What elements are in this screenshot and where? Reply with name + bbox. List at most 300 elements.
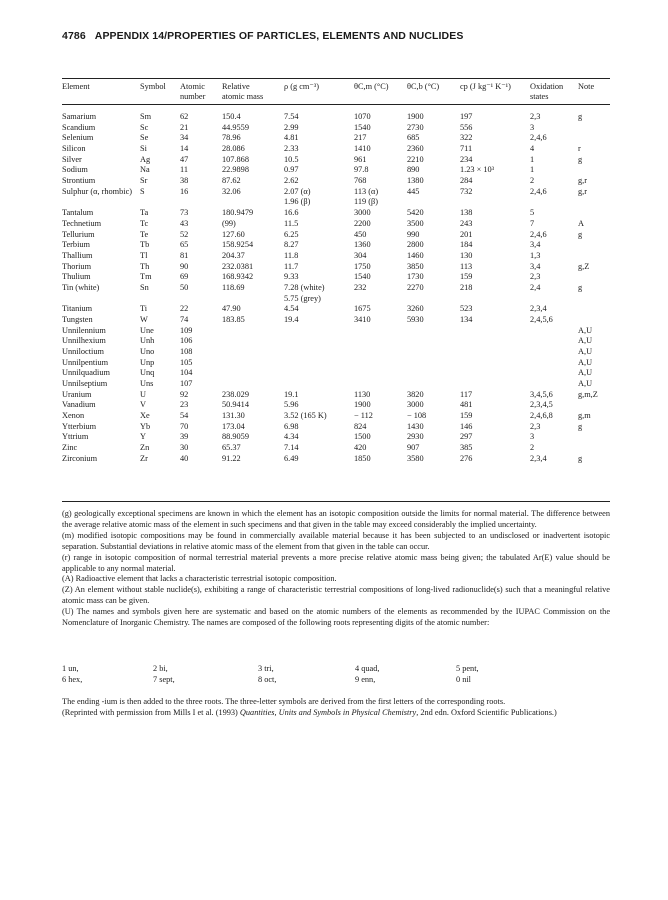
cell-density: 4.54: [284, 304, 299, 314]
col-boiling-header: θC,b (°C): [407, 82, 440, 91]
cell-density: 6.25: [284, 229, 299, 239]
cell-oxidation-states: 4: [530, 144, 535, 153]
cell-atomic-mass: 150.4: [222, 112, 241, 121]
cell-atomic-mass: 204.37: [222, 250, 245, 260]
cell-heat-capacity: 117: [460, 389, 473, 399]
running-head: [62, 30, 463, 42]
cell-oxidation-states: 5: [530, 208, 535, 218]
cell-oxidation-states: 2,4: [530, 282, 541, 292]
cell-density: 7.54: [284, 112, 299, 121]
cell-density: 9.33: [284, 272, 299, 282]
cell-heat-capacity: 276: [460, 453, 473, 463]
cell-element: Titanium: [62, 304, 93, 314]
cell-element: Thorium: [62, 261, 92, 271]
cell-atomic-mass: 127.60: [222, 229, 245, 239]
cell-element: Ytterbium: [62, 421, 97, 431]
cell-atomic-mass: 158.9254: [222, 240, 254, 250]
cell-symbol: Ti: [140, 304, 148, 314]
cell-atomic-mass: 168.9342: [222, 272, 254, 282]
cell-symbol: Tl: [140, 250, 148, 260]
footnote-u: (U) The names and symbols given here are systematic and based on the atomic numbers of the elements as recommended by the IUPAC Commission on the Nomenclature of Inorganic Chemistry. The names are composed of the following roots representing digits of the atomic number:: [62, 607, 610, 628]
cell-atomic-mass: 107.868: [222, 154, 249, 164]
cell-density: 2.99: [284, 122, 299, 132]
cell-symbol: Sn: [140, 282, 149, 292]
cell-oxidation-states: 3,4: [530, 261, 541, 271]
table-top-rule: [62, 78, 610, 79]
cell-melting-point: 1850: [354, 453, 371, 463]
cell-boiling-point: 5420: [407, 208, 424, 218]
cell-boiling-point: 2270: [407, 282, 424, 292]
cell-oxidation-states: 2,3: [530, 112, 541, 121]
cell-element: Sulphur (α, rhombic): [62, 186, 133, 196]
cell-note: A,U: [578, 347, 593, 356]
cell-melting-point: 450: [354, 229, 367, 239]
cell-melting-point: 217: [354, 133, 367, 143]
cell-note: g: [578, 282, 583, 292]
cell-oxidation-states: 2,3,4: [530, 304, 547, 314]
cell-element: Strontium: [62, 176, 96, 186]
cell-melting-point: 1900: [354, 400, 371, 410]
cell-boiling-point: 907: [407, 443, 420, 453]
cell-atomic-number: 81: [180, 250, 189, 260]
cell-heat-capacity: 556: [460, 122, 473, 132]
cell-element: Unnilhexium: [62, 336, 106, 346]
cell-symbol: Si: [140, 144, 147, 153]
col-mass-header: Relative: [222, 82, 250, 91]
cell-element: Yttrium: [62, 432, 89, 442]
cell-element: Zirconium: [62, 453, 98, 463]
cell-density: 7.28 (white): [284, 282, 325, 292]
cell-note: g,m,Z: [578, 389, 598, 399]
col-heat-capacity-header: cp (J kg⁻¹ K⁻¹): [460, 82, 511, 91]
cell-symbol: Uns: [140, 379, 154, 388]
cell-density: 2.07 (α): [284, 186, 311, 196]
cell-element: Xenon: [62, 411, 85, 420]
cell-atomic-mass: (99): [222, 218, 236, 228]
cell-note: g: [578, 112, 583, 121]
cell-atomic-mass: 238.029: [222, 389, 249, 399]
cell-density: 19.1: [284, 389, 299, 399]
root-item: 0 nil: [456, 675, 471, 684]
cell-note: g: [578, 421, 583, 431]
cell-oxidation-states: 2,3: [530, 272, 541, 282]
cell-heat-capacity: 297: [460, 432, 473, 442]
cell-melting-point: 1675: [354, 304, 371, 314]
cell-atomic-mass: 88.9059: [222, 432, 249, 442]
cell-note: g,r: [578, 176, 587, 186]
cell-note: r: [578, 144, 581, 153]
cell-heat-capacity: 159: [460, 272, 473, 282]
cell-melting-point: 1130: [354, 389, 371, 399]
cell-element: Silicon: [62, 144, 86, 153]
cell-symbol: Tm: [140, 272, 152, 282]
col-density-header: ρ (g cm⁻³): [284, 82, 319, 91]
cell-density: 2.33: [284, 144, 299, 153]
cell-oxidation-states: 3,4: [530, 240, 541, 250]
cell-atomic-number: 106: [180, 336, 193, 346]
cell-melting-point: − 112: [354, 411, 373, 420]
root-item: 5 pent,: [456, 664, 479, 673]
cell-oxidation-states: 3: [530, 122, 535, 132]
cell-element: Sodium: [62, 165, 88, 175]
cell-heat-capacity: 284: [460, 176, 473, 186]
cell-oxidation-states: 2,4,5,6: [530, 314, 553, 324]
cell-melting-point: 113 (α): [354, 186, 379, 196]
cell-atomic-mass: 65.37: [222, 443, 241, 453]
cell-density: 4.34: [284, 432, 299, 442]
cell-boiling-point: 3820: [407, 389, 424, 399]
cell-note: A: [578, 218, 584, 228]
cell-heat-capacity: 243: [460, 218, 473, 228]
footnote-r: (r) range in isotopic composition of normal terrestrial material prevents a more precise relative atomic mass being given; the tabulated Ar(E) value should be applicable to any normal material.: [62, 552, 610, 573]
cell-atomic-number: 47: [180, 154, 189, 164]
cell-element: Tellurium: [62, 229, 95, 239]
cell-symbol: Se: [140, 133, 149, 143]
cell-element: Thallium: [62, 250, 93, 260]
cell-oxidation-states: 1: [530, 154, 535, 164]
cell-element: Vanadium: [62, 400, 96, 410]
running-title: APPENDIX 14/PROPERTIES OF PARTICLES, ELEMENTS AND NUCLIDES: [94, 30, 464, 42]
col-atomic-number-header: Atomic: [180, 82, 205, 91]
cell-note: g,r: [578, 186, 587, 196]
cell-symbol: Une: [140, 325, 154, 335]
cell-atomic-mass: 91.22: [222, 453, 241, 463]
cell-element: Zinc: [62, 443, 78, 453]
cell-atomic-number: 23: [180, 400, 189, 410]
cell-atomic-mass: 28.086: [222, 144, 245, 153]
root-item: 1 un,: [62, 664, 79, 673]
cell-melting-point: 768: [354, 176, 367, 186]
cell-density: 4.81: [284, 133, 299, 143]
cell-oxidation-states: 3,4,5,6: [530, 389, 553, 399]
cell-density: 10.5: [284, 154, 299, 164]
cell-boiling-point: 1730: [407, 272, 424, 282]
cell-atomic-number: 62: [180, 112, 189, 121]
root-item: 7 sept,: [153, 675, 175, 684]
cell-symbol: Ag: [140, 154, 151, 164]
root-item: 4 quad,: [355, 664, 380, 673]
cell-density: 11.7: [284, 261, 299, 271]
cell-atomic-number: 74: [180, 314, 189, 324]
cell-melting-point: 1500: [354, 432, 371, 442]
root-item: 6 hex,: [62, 675, 83, 684]
cell-boiling-point: 1460: [407, 250, 424, 260]
cell-symbol: Zn: [140, 443, 150, 453]
cell-boiling-point: 5930: [407, 314, 424, 324]
cell-heat-capacity: 711: [460, 144, 473, 153]
cell-symbol: Unp: [140, 357, 155, 367]
cell-oxidation-states: 1: [530, 165, 535, 175]
cell-melting-point: 97.8: [354, 165, 369, 175]
cell-melting-point: 3410: [354, 314, 371, 324]
cell-heat-capacity: 146: [460, 421, 473, 431]
reprint-suffix: , 2nd edn. Oxford Scientific Publications.): [416, 707, 557, 717]
reprint-title: Quantities, Units and Symbols in Physical Chemistry: [239, 707, 417, 717]
cell-melting-point: 1540: [354, 272, 371, 282]
col-atomic-number-header-2: number: [180, 92, 206, 101]
cell-boiling-point: 685: [407, 133, 420, 143]
cell-atomic-number: 50: [180, 282, 189, 292]
cell-boiling-point: 3850: [407, 261, 424, 271]
cell-symbol: V: [140, 400, 146, 410]
cell-density: 6.98: [284, 421, 299, 431]
cell-boiling-point: 2210: [407, 154, 424, 164]
cell-heat-capacity: 134: [460, 314, 473, 324]
cell-boiling-point: − 108: [407, 411, 427, 420]
cell-element: Selenium: [62, 133, 94, 143]
cell-element: Silver: [62, 154, 82, 164]
cell-element: Terbium: [62, 240, 90, 250]
cell-heat-capacity: 234: [460, 154, 473, 164]
cell-heat-capacity: 523: [460, 304, 473, 314]
cell-element: Tantalum: [62, 208, 94, 218]
cell-boiling-point: 3260: [407, 304, 424, 314]
cell-heat-capacity: 201: [460, 229, 473, 239]
cell-note: g,Z: [578, 261, 590, 271]
col-element-header: Element: [62, 82, 90, 91]
cell-atomic-mass: 232.0381: [222, 261, 254, 271]
cell-atomic-number: 69: [180, 272, 189, 282]
cell-boiling-point: 890: [407, 165, 420, 175]
cell-atomic-mass: 173.04: [222, 421, 245, 431]
reprint-prefix: (Reprinted with permission from Mills I et al. (1993): [62, 707, 240, 717]
cell-heat-capacity: 322: [460, 133, 473, 143]
cell-atomic-number: 104: [180, 368, 193, 378]
cell-boiling-point: 2730: [407, 122, 424, 132]
cell-note: A,U: [578, 325, 593, 335]
table-bottom-rule: [62, 501, 610, 502]
cell-melting-point: 119 (β): [354, 197, 378, 207]
cell-oxidation-states: 7: [530, 218, 535, 228]
table-header-rule: [62, 104, 610, 105]
cell-heat-capacity: 184: [460, 240, 473, 250]
cell-note: A,U: [578, 368, 593, 378]
cell-atomic-number: 107: [180, 379, 193, 388]
cell-boiling-point: 3000: [407, 400, 424, 410]
cell-symbol: Xe: [140, 411, 150, 420]
cell-melting-point: 3000: [354, 208, 371, 218]
cell-atomic-mass: 131.30: [222, 411, 245, 420]
cell-atomic-number: 92: [180, 389, 189, 399]
cell-atomic-number: 39: [180, 432, 189, 442]
cell-density: 5.96: [284, 400, 299, 410]
cell-element: Thulium: [62, 272, 91, 282]
cell-symbol: Ta: [140, 208, 149, 218]
cell-density: 8.27: [284, 240, 299, 250]
cell-boiling-point: 1380: [407, 176, 424, 186]
cell-oxidation-states: 2,4,6: [530, 186, 547, 196]
cell-heat-capacity: 159: [460, 411, 473, 420]
cell-melting-point: 1070: [354, 112, 371, 121]
cell-heat-capacity: 385: [460, 443, 473, 453]
cell-oxidation-states: 2,4,6,8: [530, 411, 553, 420]
cell-atomic-mass: 180.9479: [222, 208, 254, 218]
cell-symbol: Tc: [140, 218, 149, 228]
cell-element: Unnilpentium: [62, 357, 109, 367]
closing-text: [62, 697, 610, 719]
cell-boiling-point: 2930: [407, 432, 424, 442]
cell-heat-capacity: 138: [460, 208, 473, 218]
cell-atomic-number: 70: [180, 421, 189, 431]
cell-atomic-mass: 118.69: [222, 282, 245, 292]
cell-oxidation-states: 2: [530, 176, 535, 186]
col-symbol-header: Symbol: [140, 82, 166, 91]
root-item: 9 enn,: [355, 675, 376, 684]
cell-atomic-number: 11: [180, 165, 188, 175]
cell-atomic-number: 40: [180, 453, 189, 463]
cell-symbol: S: [140, 186, 145, 196]
cell-heat-capacity: 1.23 × 10³: [460, 165, 495, 175]
cell-element: Scandium: [62, 122, 96, 132]
cell-atomic-mass: 183.85: [222, 314, 245, 324]
cell-atomic-number: 108: [180, 347, 193, 356]
cell-symbol: Sm: [140, 112, 152, 121]
cell-note: A,U: [578, 357, 593, 367]
cell-atomic-number: 105: [180, 357, 193, 367]
cell-heat-capacity: 218: [460, 282, 473, 292]
cell-boiling-point: 1430: [407, 421, 424, 431]
cell-element: Tungsten: [62, 314, 93, 324]
cell-heat-capacity: 197: [460, 112, 473, 121]
col-melting-header: θC,m (°C): [354, 82, 389, 91]
cell-density: 2.62: [284, 176, 299, 186]
cell-melting-point: 232: [354, 282, 367, 292]
cell-oxidation-states: 2,4,6: [530, 229, 547, 239]
cell-melting-point: 1750: [354, 261, 371, 271]
cell-note: g: [578, 453, 583, 463]
cell-symbol: Sr: [140, 176, 148, 186]
cell-melting-point: 1360: [354, 240, 371, 250]
cell-note: g: [578, 229, 583, 239]
cell-boiling-point: 2360: [407, 144, 424, 153]
cell-boiling-point: 990: [407, 229, 420, 239]
cell-symbol: Yb: [140, 421, 151, 431]
cell-atomic-mass: 32.06: [222, 186, 241, 196]
cell-symbol: Uno: [140, 347, 155, 356]
root-item: 2 bi,: [153, 664, 168, 673]
cell-heat-capacity: 481: [460, 400, 473, 410]
cell-heat-capacity: 130: [460, 250, 473, 260]
cell-symbol: Na: [140, 165, 150, 175]
cell-symbol: Zr: [140, 453, 148, 463]
cell-note: g,m: [578, 411, 591, 420]
footnote-g: (g) geologically exceptional specimens are known in which the element has an isotopic composition outside the limits for normal material. The difference between the average relative atomic mass of the element in such specimens and that given in the table may exceed considerably the implied uncertainty.: [62, 509, 610, 529]
cell-symbol: U: [140, 389, 146, 399]
ending-explanation: The ending -ium is then added to the three roots. The three-letter symbols are derived from the first letters of the corresponding roots.: [62, 697, 506, 706]
cell-symbol: Th: [140, 261, 150, 271]
cell-melting-point: 1540: [354, 122, 371, 132]
cell-density: 6.49: [284, 453, 299, 463]
cell-oxidation-states: 2: [530, 443, 535, 453]
cell-boiling-point: 445: [407, 186, 420, 196]
cell-element: Unnilquadium: [62, 368, 110, 378]
cell-density: 16.6: [284, 208, 299, 218]
footnote-m: (m) modified isotopic compositions may be found in commercially available material because it has been subjected to an undisclosed or inadvertent isotopic separation. Substantial deviations in relative atomic mass of the element from that given in the table can occur.: [62, 530, 610, 551]
cell-symbol: Unh: [140, 336, 155, 346]
col-note-header: Note: [578, 82, 595, 91]
cell-density: 1.96 (β): [284, 197, 311, 207]
footnotes: [62, 509, 610, 629]
cell-heat-capacity: 732: [460, 186, 473, 196]
cell-element: Uranium: [62, 389, 92, 399]
cell-atomic-number: 54: [180, 411, 189, 420]
cell-melting-point: 2200: [354, 218, 371, 228]
cell-atomic-number: 73: [180, 208, 189, 218]
cell-oxidation-states: 2,3,4: [530, 453, 547, 463]
cell-element: Technetium: [62, 218, 102, 228]
cell-density: 7.14: [284, 443, 299, 453]
cell-element: Unnilseptium: [62, 379, 108, 388]
cell-atomic-mass: 87.62: [222, 176, 241, 186]
cell-melting-point: 1410: [354, 144, 371, 153]
cell-oxidation-states: 1,3: [530, 250, 541, 260]
cell-symbol: Unq: [140, 368, 155, 378]
cell-atomic-number: 34: [180, 133, 189, 143]
cell-atomic-number: 30: [180, 443, 189, 453]
cell-melting-point: 961: [354, 154, 367, 164]
cell-melting-point: 304: [354, 250, 367, 260]
root-item: 3 tri,: [258, 664, 274, 673]
cell-atomic-number: 109: [180, 325, 193, 335]
cell-density: 19.4: [284, 314, 299, 324]
footnote-a: (A) Radioactive element that lacks a characteristic terrestrial isotopic composition.: [62, 574, 337, 584]
cell-note: g: [578, 154, 583, 164]
cell-oxidation-states: 2,3: [530, 421, 541, 431]
cell-melting-point: 420: [354, 443, 367, 453]
footnote-z: (Z) An element without stable nuclide(s), exhibiting a range of characteristic terrestrial compositions of long-lived radionuclide(s) such that a meaningful relative atomic mass can be given.: [62, 585, 610, 606]
cell-atomic-number: 52: [180, 229, 189, 239]
cell-heat-capacity: 113: [460, 261, 473, 271]
cell-symbol: Te: [140, 229, 149, 239]
cell-boiling-point: 3580: [407, 453, 424, 463]
cell-atomic-number: 43: [180, 218, 189, 228]
cell-atomic-mass: 47.90: [222, 304, 241, 314]
cell-note: A,U: [578, 379, 593, 388]
cell-element: Tin (white): [62, 282, 100, 292]
cell-symbol: Tb: [140, 240, 150, 250]
cell-melting-point: 824: [354, 421, 367, 431]
cell-symbol: Y: [140, 432, 146, 442]
cell-atomic-mass: 22.9898: [222, 165, 249, 175]
cell-element: Unniloctium: [62, 347, 104, 356]
cell-symbol: Sc: [140, 122, 149, 132]
cell-boiling-point: 3500: [407, 218, 424, 228]
cell-element: Unnilennium: [62, 325, 106, 335]
cell-atomic-number: 16: [180, 186, 189, 196]
col-mass-header-2: atomic mass: [222, 92, 264, 101]
cell-atomic-number: 21: [180, 122, 189, 132]
reprint-citation: [62, 708, 610, 719]
cell-density: 3.52 (165 K): [284, 411, 327, 420]
cell-density: 11.8: [284, 250, 299, 260]
cell-oxidation-states: 3: [530, 432, 535, 442]
col-oxidation-header: Oxidation: [530, 82, 564, 91]
cell-density: 11.5: [284, 218, 299, 228]
cell-boiling-point: 1900: [407, 112, 424, 121]
cell-density: 5.75 (grey): [284, 293, 321, 303]
cell-atomic-number: 14: [180, 144, 189, 153]
cell-atomic-number: 22: [180, 304, 189, 314]
cell-atomic-number: 90: [180, 261, 189, 271]
cell-atomic-mass: 44.9559: [222, 122, 249, 132]
cell-element: Samarium: [62, 112, 97, 121]
cell-oxidation-states: 2,3,4,5: [530, 400, 553, 410]
col-oxidation-header-2: states: [530, 92, 549, 101]
cell-atomic-number: 38: [180, 176, 189, 186]
cell-atomic-mass: 50.9414: [222, 400, 249, 410]
cell-boiling-point: 2800: [407, 240, 424, 250]
cell-atomic-mass: 78.96: [222, 133, 241, 143]
